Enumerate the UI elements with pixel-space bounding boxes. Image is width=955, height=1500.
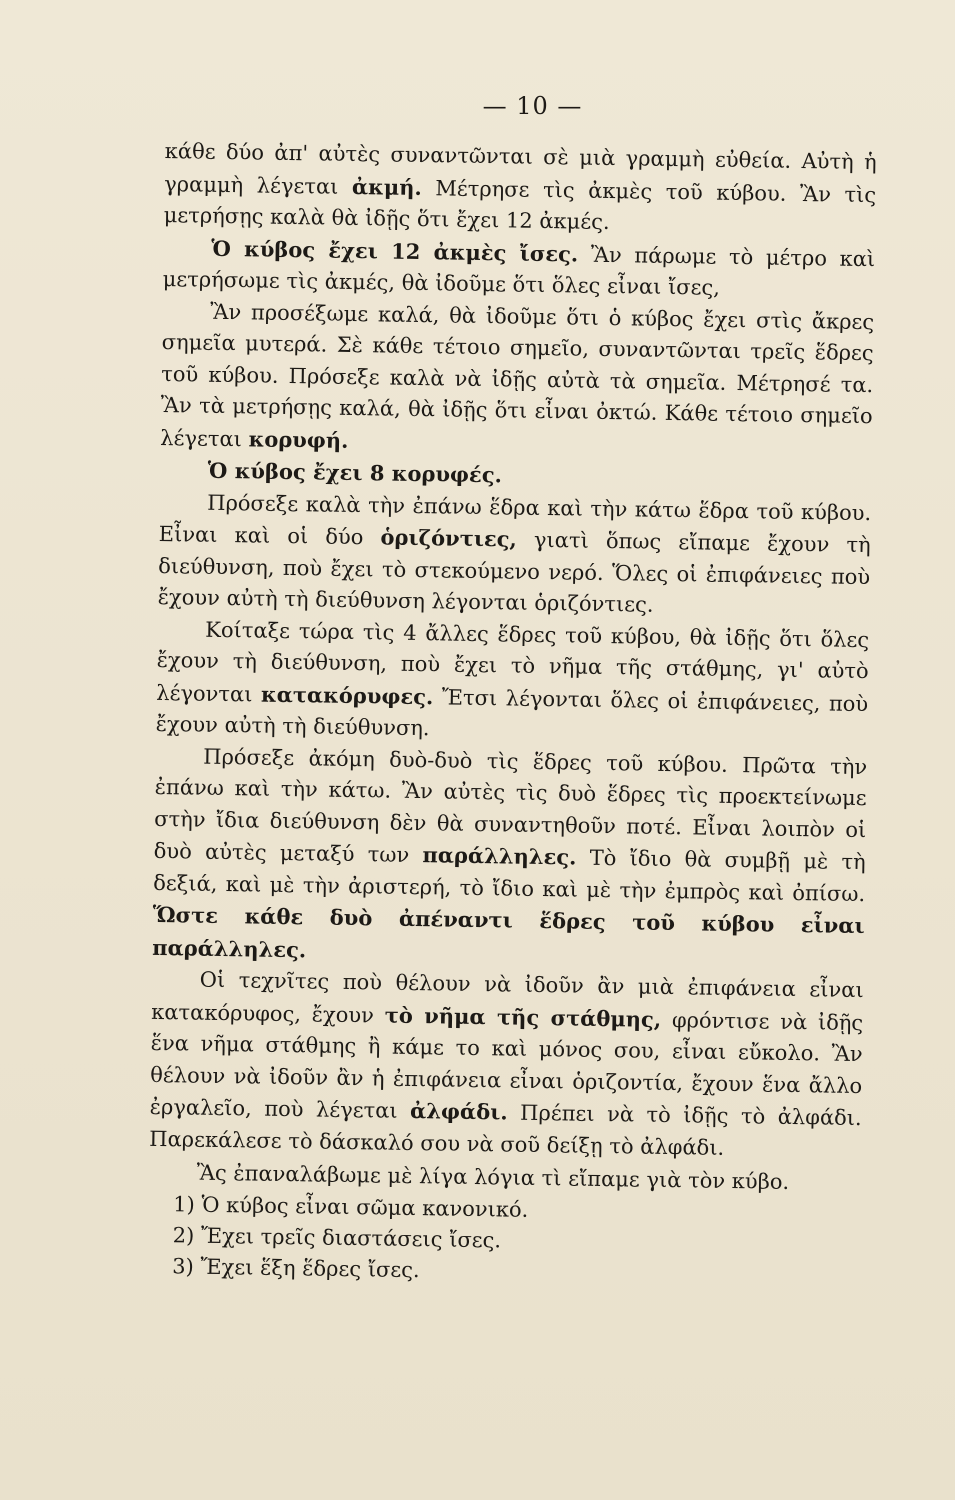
list-item: 2) Ἔχει τρεῖς διαστάσεις ἴσες. [172,1222,502,1252]
text-run: Μέτρησε τὶς ἀκμὲς τοῦ κύβου. Ἂν τὶς μετρήσῃς καλὰ θὰ ἰδῇς ὅτι ἔχει 12 ἀκμές. [163,175,877,234]
emphasized-text: κορυφή. [248,425,349,453]
paragraph [152,740,867,975]
text-run: Κοίταξε τώρα τὶς 4 ἄλλες ἕδρες τοῦ κύβου, θὰ ἰδῇς ὅτι ὅλες ἔχουν τὴ διεύθυνση, ποὺ ἔχει τὸ νῆμα τῆς στάθμης, γι' αὐτὸ λέγονται [156,617,870,707]
emphasized-text: ὁριζόντιες, [380,524,518,552]
paragraph [149,964,864,1166]
emphasized-text: Ὁ κύβος ἔχει 8 κορυφές. [207,457,503,488]
paragraph [163,136,876,243]
emphasized-text: ἀλφάδι. [409,1097,508,1125]
emphasized-text: παράλληλες. [422,842,577,870]
text-run: Πρέπει νὰ τὸ ἰδῇς τὸ ἀλφάδι. Παρεκάλεσε τὸ δάσκαλό σου νὰ σοῦ δείξῃ τὸ ἀλφάδι. [149,1100,862,1160]
list-item: 1) Ὁ κύβος εἶναι σῶμα κανονικό. [173,1191,529,1222]
summary-list [147,1188,860,1292]
text-run: Ἂν πάρωμε τὸ μέτρο καὶ μετρήσωμε τὶς ἀκμές, θὰ ἰδοῦμε ὅτι ὅλες εἶναι ἴσες, [162,242,876,300]
text-run: γιατὶ ὅπως εἴπαμε ἔχουν τὴ διεύθυνση, ποὺ ἔχει τὸ στεκούμενο νερό. Ὅλες οἱ ἐπιφάνειες ποὺ ἔχουν αὐτὴ τὴ διεύθυνση λέγονται ὁριζόντιες. [157,527,871,617]
page-number: — 10 — [482,92,583,120]
text-run: Ἂν προσέξωμε καλά, θὰ ἰδοῦμε ὅτι ὁ κύβος ἔχει στὶς ἄκρες σημεῖα μυτερά. Σὲ κάθε τέτοιο σημεῖο, συναντῶνται τρεῖς ἕδρες τοῦ κύβου. Πρόσεξε καλὰ νὰ ἰδῇς αὐτὰ τὰ σημεῖα. Μέτρησέ τα. Ἂν τὰ μετρήσῃς καλά, θὰ ἰδῇς ὅτι εἶναι ὀκτώ. Κάθε τέτοιο σημεῖο λέγεται [160,299,875,451]
text-run: Πρόσεξε καλὰ τὴν ἐπάνω ἕδρα καὶ τὴν κάτω ἕδρα τοῦ κύβου. Εἶναι καὶ οἱ δύο [158,490,872,550]
text-run: Ἂς ἐπαναλάβωμε μὲ λίγα λόγια τὶ εἴπαμε γιὰ τὸν κύβο. [196,1160,790,1194]
paragraph [162,231,875,306]
body-text [147,136,877,1293]
list-item: 3) Ἔχει ἕξη ἕδρες ἴσες. [172,1253,420,1282]
text-run: κάθε δύο ἀπ' αὐτὲς συναντῶνται σὲ μιὰ γραμμὴ εὐθεία. Αὐτὴ ἡ γραμμὴ λέγεται [164,138,877,199]
paragraph [160,295,874,465]
emphasized-text: Ὥστε κάθε δυὸ ἀπέναντι ἕδρες τοῦ κύβου εἶναι παράλληλες. [152,901,865,962]
paragraph [156,613,870,751]
text-run: Οἱ τεχνῖτες ποὺ θέλουν νὰ ἰδοῦν ἂν μιὰ ἐπιφάνεια εἶναι κατακόρυφος, ἔχουν [151,967,864,1028]
text-run: Πρόσεξε ἀκόμη δυὸ-δυὸ τὶς ἕδρες τοῦ κύβου. Πρῶτα τὴν ἐπάνω καὶ τὴν κάτω. Ἂν αὐτὲς τὶς δυὸ ἕδρες τὶς προεκτείνωμε στὴν ἴδια διεύθυνση δὲν θὰ συναντηθοῦν ποτέ. Εἶναι λοιπὸν οἱ δυὸ αὐτὲς μεταξύ των [153,744,868,868]
text-run: Ἔτσι λέγονται ὅλες οἱ ἐπιφάνειες, ποὺ ἔχουν αὐτὴ τὴ διεύθυνση. [155,684,869,741]
text-run: φρόντισε νὰ ἰδῇς ἕνα νῆμα στάθμης ἢ κάμε το καὶ μόνος σου, εἶναι εὔκολο. Ἂν θέλουν νὰ ἰδοῦν ἂν ἡ ἐπιφάνεια εἶναι ὁριζοντία, ἔχουν ἕνα ἄλλο ἐργαλεῖο, ποὺ λέγεται [149,1007,864,1123]
emphasized-text: κατακόρυφες. [260,681,434,709]
emphasized-text: τὸ νῆμα τῆς στάθμης, [384,1002,662,1032]
text-run: Τὸ ἴδιο θὰ συμβῇ μὲ τὴ δεξιά, καὶ μὲ τὴν ἀριστερή, τὸ ἴδιο καὶ μὲ τὴν ἐμπρὸς καὶ ὀπίσω. [153,845,866,906]
emphasized-text: ἀκμή. [351,173,423,200]
paragraph [157,486,871,624]
emphasized-text: Ὁ κύβος ἔχει 12 ἀκμὲς ἴσες. [211,235,579,267]
